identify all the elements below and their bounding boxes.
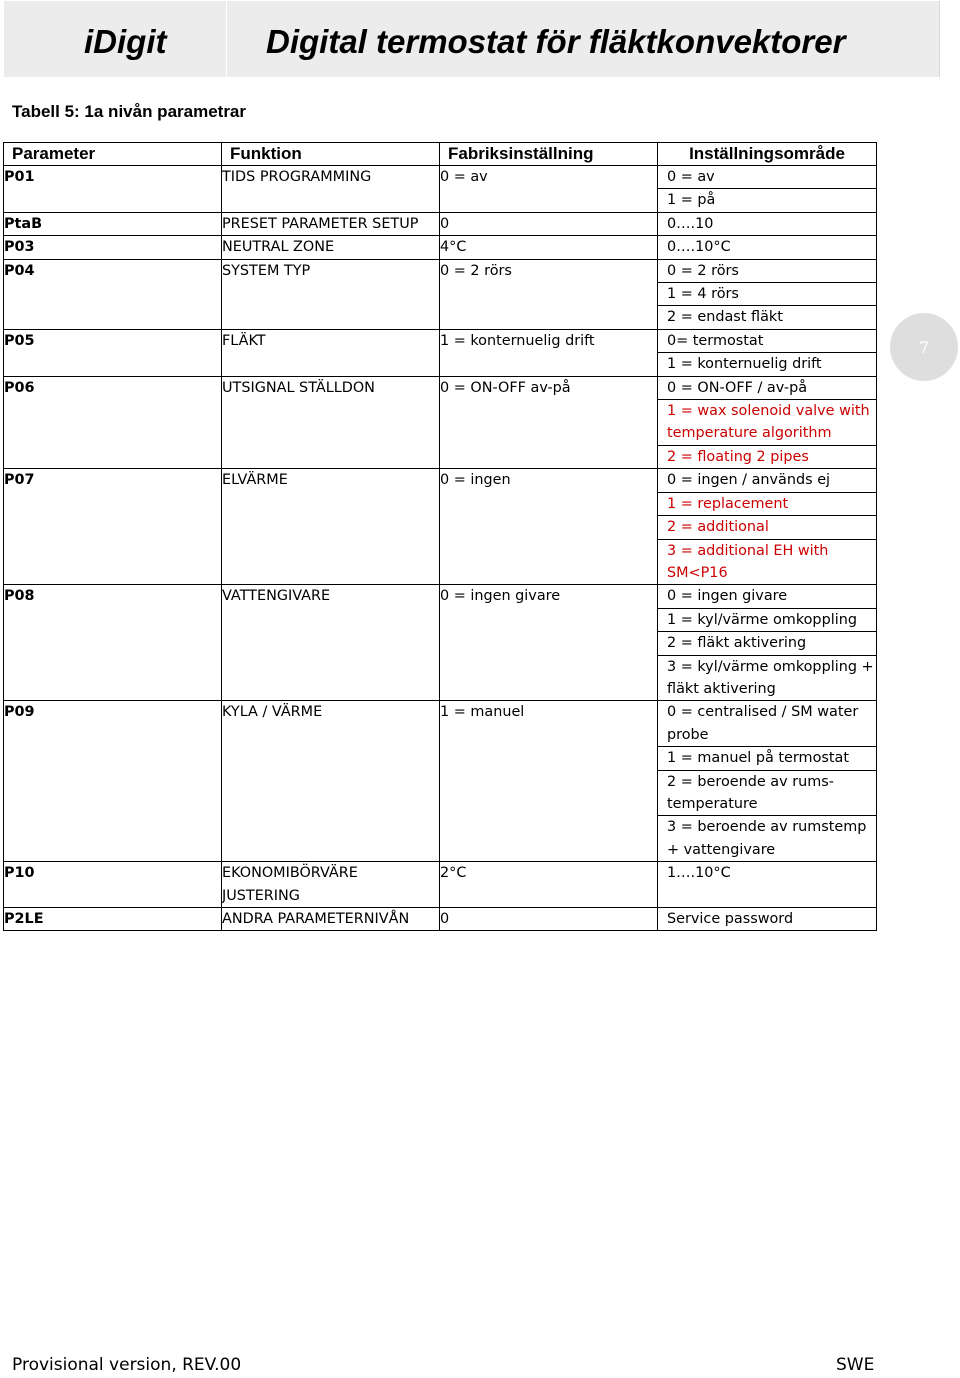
- column-header-parameter: Parameter: [4, 143, 222, 166]
- setting-range: [658, 908, 877, 931]
- range-option: 3 = beroende av rumstemp + vattengivare: [667, 819, 867, 858]
- parameter-function: EKONOMIBÖRVÄRE JUSTERING: [222, 862, 440, 908]
- parameter-table: [3, 142, 877, 931]
- range-option: 2 = additional: [658, 516, 876, 539]
- table-row: [4, 236, 877, 259]
- setting-range: [658, 862, 877, 908]
- setting-range: [658, 212, 877, 235]
- parameter-code: P06: [4, 376, 222, 469]
- factory-setting: 0 = ingen givare: [440, 585, 658, 701]
- table-row: [4, 259, 877, 329]
- range-option: 0 = av: [658, 166, 876, 189]
- factory-setting: 0 = 2 rörs: [440, 259, 658, 329]
- range-option: 0 = ingen / används ej: [658, 469, 876, 492]
- table-row: [4, 329, 877, 376]
- setting-range: [658, 585, 877, 701]
- setting-range: [658, 469, 877, 585]
- document-title: Digital termostat för fläktkonvektorer: [266, 23, 846, 60]
- parameter-code: P04: [4, 259, 222, 329]
- factory-setting: 0 = ingen: [440, 469, 658, 585]
- range-option: 1 = replacement: [658, 493, 876, 516]
- range-option: 3 = additional EH with SM<P16: [667, 542, 829, 581]
- table-row: [4, 862, 877, 908]
- setting-range: [658, 329, 877, 376]
- parameter-code: P07: [4, 469, 222, 585]
- table-row: [4, 212, 877, 235]
- setting-range: [658, 701, 877, 862]
- setting-range: [658, 236, 877, 259]
- factory-setting: 0 = av: [440, 166, 658, 213]
- range-option: 0 = centralised / SM water probe: [658, 701, 876, 747]
- parameter-function: FLÄKT: [222, 329, 440, 376]
- range-option: Service password: [667, 911, 794, 927]
- range-option: 2 = beroende av rums-temperature: [658, 771, 876, 817]
- range-option: 0 = ON-OFF / av-på: [658, 377, 876, 400]
- parameter-function: UTSIGNAL STÄLLDON: [222, 376, 440, 469]
- range-option: 0 = 2 rörs: [658, 260, 876, 283]
- table-row: [4, 469, 877, 585]
- parameter-function: VATTENGIVARE: [222, 585, 440, 701]
- page-number-badge: 7: [890, 313, 958, 381]
- range-option: 0= termostat: [658, 330, 876, 353]
- factory-setting: 0: [440, 212, 658, 235]
- column-header-function: Funktion: [222, 143, 440, 166]
- parameter-code: PtaB: [4, 212, 222, 235]
- factory-setting: 0 = ON-OFF av-på: [440, 376, 658, 469]
- range-option: 1….10°C: [667, 865, 731, 882]
- factory-setting: 4°C: [440, 236, 658, 259]
- range-option: 3 = kyl/värme omkoppling + fläkt aktivering: [667, 658, 874, 697]
- range-option: 1 = manuel på termostat: [658, 747, 876, 770]
- table-caption: Tabell 5: 1a nivån parametrar: [12, 102, 247, 121]
- page-header: [4, 1, 940, 77]
- table-header-row: [4, 143, 877, 166]
- column-header-factory: Fabriksinställning: [440, 143, 658, 166]
- parameter-function: NEUTRAL ZONE: [222, 236, 440, 259]
- parameter-function: PRESET PARAMETER SETUP: [222, 212, 440, 235]
- factory-setting: 1 = konternuelig drift: [440, 329, 658, 376]
- setting-range: [658, 376, 877, 469]
- parameter-code: P05: [4, 329, 222, 376]
- range-option: 1 = konternuelig drift: [667, 356, 822, 373]
- range-option: 0….10: [667, 215, 714, 232]
- column-header-range: Inställningsområde: [658, 143, 877, 166]
- setting-range: [658, 166, 877, 213]
- parameter-function: ANDRA PARAMETERNIVÅN: [222, 908, 440, 931]
- brand-name: iDigit: [84, 23, 167, 60]
- parameter-code: P08: [4, 585, 222, 701]
- range-option: 2 = floating 2 pipes: [667, 448, 809, 465]
- header-divider: [226, 1, 227, 77]
- range-option: 1 = på: [667, 192, 716, 209]
- parameter-code: P10: [4, 862, 222, 908]
- parameter-code: P2LE: [4, 908, 222, 931]
- factory-setting: 0: [440, 908, 658, 931]
- footer-language: SWE: [836, 1355, 875, 1375]
- range-option: 1 = wax solenoid valve with temperature algorithm: [658, 400, 876, 446]
- range-option: 2 = endast fläkt: [667, 309, 783, 326]
- setting-range: [658, 259, 877, 329]
- parameter-function: TIDS PROGRAMMING: [222, 166, 440, 213]
- range-option: 1 = 4 rörs: [658, 283, 876, 306]
- factory-setting: 1 = manuel: [440, 701, 658, 862]
- parameter-code: P01: [4, 166, 222, 213]
- parameter-code: P03: [4, 236, 222, 259]
- parameter-code: P09: [4, 701, 222, 862]
- table-row: [4, 376, 877, 469]
- table-row: [4, 166, 877, 213]
- range-option: 2 = fläkt aktivering: [658, 632, 876, 655]
- table-row: [4, 701, 877, 862]
- factory-setting: 2°C: [440, 862, 658, 908]
- range-option: 0 = ingen givare: [658, 585, 876, 608]
- parameter-function: KYLA / VÄRME: [222, 701, 440, 862]
- footer-version: Provisional version, REV.00: [12, 1355, 242, 1375]
- parameter-function: SYSTEM TYP: [222, 259, 440, 329]
- range-option: 1 = kyl/värme omkoppling: [658, 609, 876, 632]
- parameter-function: ELVÄRME: [222, 469, 440, 585]
- table-row: [4, 908, 877, 931]
- table-row: [4, 585, 877, 701]
- range-option: 0….10°C: [667, 239, 731, 256]
